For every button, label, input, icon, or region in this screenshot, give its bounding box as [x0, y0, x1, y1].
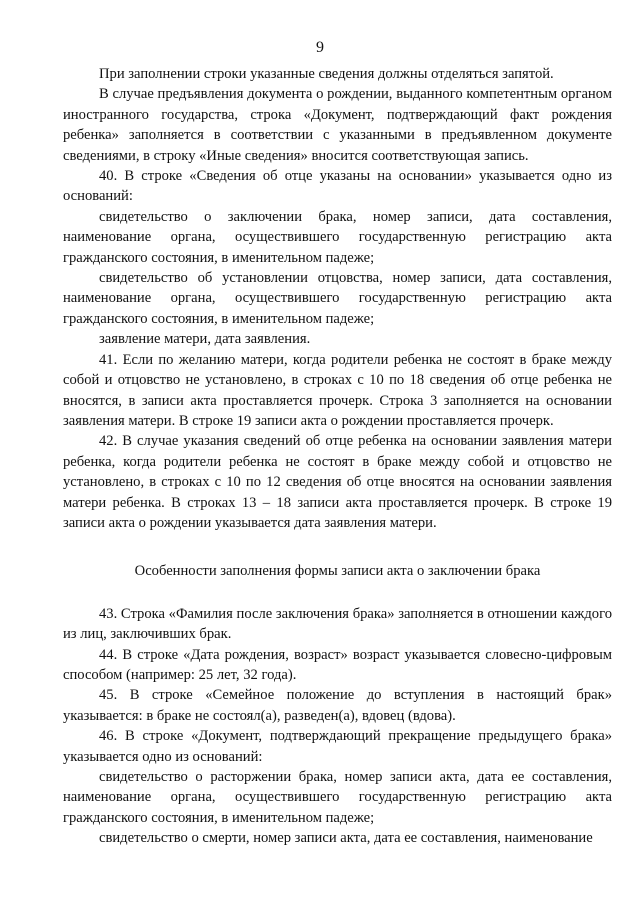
paragraph: свидетельство о смерти, номер записи акта, дата ее составления, наименование: [99, 830, 593, 847]
paragraph: заявление матери, дата заявления.: [99, 331, 311, 348]
paragraph-item-42: 42. В случае указания сведений об отце ребенка на основании заявления матери ребенка, когда родители ребенка не состоят в браке между собой и отцовство не установлено, в строках с 10 по 12 сведения об отце вносятся на основании заявления матери ребенка. В строках 13 – 18 записи акта проставляется прочерк. В строке 19 записи акта о рождении указывается дата заявления матери.: [63, 433, 612, 531]
paragraph: свидетельство об установлении отцовства, номер записи, дата составления, наименование органа, осуществившего государственную регистрацию акта гражданского состояния, в именительном падеже;: [63, 270, 612, 327]
paragraph-item-44: 44. В строке «Дата рождения, возраст» возраст указывается словесно-цифровым способом (например: 25 лет, 32 года).: [63, 646, 612, 683]
paragraph-item-41: 41. Если по желанию матери, когда родители ребенка не состоят в браке между собой и отцовство не установлено, в строках с 10 по 18 сведения об отце ребенка не вносятся, в записи акта проставляется прочерк. Строка 3 заполняется на основании заявления матери. В строке 19 записи акта о рождении проставляется прочерк.: [63, 351, 612, 429]
paragraph-item-43: 43. Строка «Фамилия после заключения брака» заполняется в отношении каждого из лиц, заключивших брак.: [63, 605, 612, 643]
paragraph-item-45: 45. В строке «Семейное положение до вступления в настоящий брак» указывается: в браке не состоял(а), разведен(а), вдовец (вдова).: [63, 687, 612, 724]
page-number: 9: [316, 39, 324, 56]
paragraph: В случае предъявления документа о рождении, выданного компетентным органом иностранного государства, строка «Документ, подтверждающий факт рождения ребенка» заполняется в соответствии с указанными в предъявленном документе сведениями, в строку «Иные сведения» вносится соответствующая запись.: [63, 86, 612, 164]
paragraph-item-46: 46. В строке «Документ, подтверждающий прекращение предыдущего брака» указывается одно из оснований:: [63, 728, 612, 765]
paragraph-item-40: 40. В строке «Сведения об отце указаны на основании» указывается одно из оснований:: [63, 168, 612, 205]
paragraph: свидетельство о расторжении брака, номер записи акта, дата ее составления, наименование органа, осуществившего государственную регистрацию акта гражданского состояния, в именительном падеже;: [63, 769, 612, 826]
paragraph: свидетельство о заключении брака, номер записи, дата составления, наименование органа, осуществившего государственную регистрацию акта гражданского состояния, в именительном падеже;: [63, 208, 612, 266]
paragraph: При заполнении строки указанные сведения должны отделяться запятой.: [99, 66, 554, 82]
section-heading: Особенности заполнения формы записи акта о заключении брака: [134, 563, 541, 580]
document-body: [63, 64, 612, 849]
